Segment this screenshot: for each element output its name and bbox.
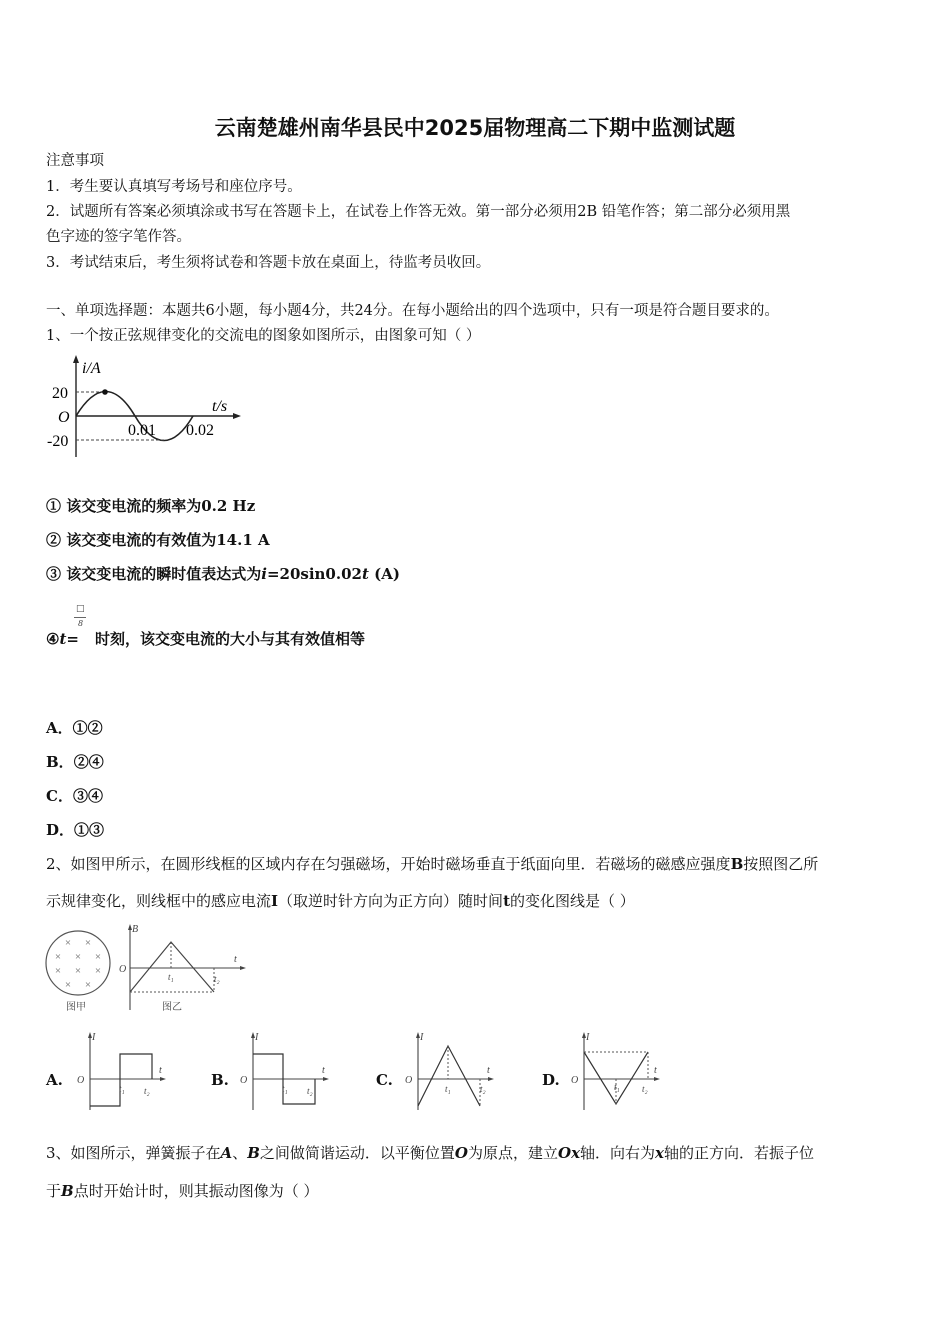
origin-label: O (240, 1075, 248, 1086)
text: ④ (46, 630, 60, 648)
tick-label: t₁ (282, 1084, 288, 1094)
axis-label: I (420, 1032, 424, 1043)
option-text: ①② (72, 719, 103, 737)
text: 示规律变化，则线框中的感应电流 (46, 892, 272, 910)
cross-icon: × (94, 965, 102, 977)
figure-yi (116, 920, 251, 1016)
text: 、 (232, 1144, 248, 1162)
text: =20sin0.02 (266, 565, 362, 583)
tick-label: 0.02 (186, 422, 214, 439)
q1-statement-1: ① 该交变电流的频率为0.2 Hz (46, 497, 256, 515)
q1-stem: 1、一个按正弦规律变化的交流电的图象如图所示，由图象可知（ ） (46, 328, 481, 344)
y-arrow-icon (73, 355, 79, 363)
text: (A) (368, 565, 400, 583)
arrow-icon (160, 1077, 166, 1081)
q2-option-c-letter[interactable]: C. (376, 1071, 393, 1089)
origin-label: O (571, 1075, 579, 1086)
option-text: ①③ (74, 821, 105, 839)
cross-icon: × (64, 937, 72, 949)
axis-label: t (322, 1065, 325, 1076)
notice-item: 3．考试结束后，考生须将试卷和答题卡放在桌面上，待监考员收回。 (46, 255, 491, 271)
q1-statement-4 (46, 628, 365, 649)
arrow-icon (323, 1077, 329, 1081)
coil-circle (46, 931, 110, 995)
axis-label: t (487, 1065, 490, 1076)
var-t: t (503, 892, 510, 910)
tick-label: 0.01 (128, 422, 156, 439)
text: 轴的正方向．若振子位 (663, 1144, 814, 1162)
fig-caption: 图乙 (162, 1002, 182, 1013)
text: 3、如图所示，弹簧振子在 (46, 1144, 221, 1162)
q2-stem-line2 (46, 890, 635, 911)
origin-label: O (77, 1075, 85, 1086)
option-letter: A． (46, 719, 73, 737)
q2-option-b-letter[interactable]: B. (211, 1071, 229, 1089)
field-crosses (55, 937, 101, 991)
x-arrow-icon (233, 413, 241, 419)
notice-item: 1．考生要认真填写考场号和座位序号。 (46, 179, 302, 195)
tick-label: -20 (47, 433, 69, 450)
axis-label: I (92, 1032, 96, 1043)
origin-label: O (119, 964, 127, 975)
q1-option-b[interactable] (46, 751, 104, 772)
q2-option-b-graph[interactable] (237, 1028, 337, 1114)
q2-option-c-graph[interactable] (402, 1028, 502, 1114)
q3-stem-line1 (46, 1142, 814, 1163)
tick-label: t₁ (445, 1084, 451, 1094)
text: 点时开始计时，则其振动图像为（ ） (73, 1182, 319, 1200)
text: 之间做简谐运动．以平衡位置 (259, 1144, 455, 1162)
q3-stem-line2 (46, 1180, 318, 1201)
figure-jia (44, 928, 127, 1016)
cross-icon: × (74, 965, 82, 977)
var-Ox: Ox (558, 1144, 581, 1162)
var-x: x (655, 1144, 664, 1162)
text: = (66, 630, 79, 648)
y-label: i/A (82, 360, 101, 377)
tick-label: t₂ (642, 1084, 648, 1094)
tick-label: 20 (52, 385, 68, 402)
option-text: ③④ (72, 787, 103, 805)
q1-statement-3 (46, 563, 400, 584)
axis-label: t (654, 1065, 657, 1076)
q1-option-a[interactable] (46, 717, 103, 738)
var-B: B (61, 1182, 74, 1200)
option-text: ②④ (73, 753, 104, 771)
frac-numerator: □ (76, 604, 85, 614)
fig-caption: 图甲 (66, 1002, 86, 1013)
option-letter: D． (46, 821, 75, 839)
text: 于 (46, 1182, 62, 1200)
text: 轴．向右为 (580, 1144, 656, 1162)
cross-icon: × (54, 965, 62, 977)
section-heading: 一、单项选择题：本题共6小题，每小题4分，共24分。在每小题给出的四个选项中，只有一项是符合题目要求的。 (46, 303, 779, 319)
q2-option-d-letter[interactable]: D. (542, 1071, 560, 1089)
q2-stem-line1 (46, 853, 818, 874)
peak-dot (102, 389, 108, 395)
var-A: A (220, 1144, 233, 1162)
var-B: B (730, 855, 744, 873)
notice-item: 色字迹的签字笔作答。 (46, 229, 191, 245)
text: 为原点，建立 (467, 1144, 558, 1162)
arrow-icon (654, 1077, 660, 1081)
q1-option-c[interactable] (46, 785, 103, 806)
var-t: t (59, 630, 67, 648)
var-I: I (271, 892, 279, 910)
text: 的变化图线是（ ） (510, 892, 635, 910)
arrow-icon (488, 1077, 494, 1081)
q2-option-a-graph[interactable] (74, 1028, 174, 1114)
notice-heading: 注意事项 (46, 153, 104, 169)
axis-label: I (255, 1032, 259, 1043)
cross-icon: × (94, 951, 102, 963)
axis-label: I (586, 1032, 590, 1043)
x-label: t/s (212, 398, 228, 415)
tick-label: t₂ (480, 1084, 486, 1094)
frac-bar (74, 617, 86, 618)
text: （取逆时针方向为正方向）随时间 (278, 892, 504, 910)
tick-label: t₁ (168, 972, 174, 982)
var-t: t (361, 565, 369, 583)
text: 时刻，该交变电流的大小与其有效值相等 (94, 630, 365, 648)
tick-label: t₁ (119, 1084, 125, 1094)
arrow-icon (240, 966, 246, 970)
var-O: O (454, 1144, 468, 1162)
frac-denominator: 8 (78, 619, 84, 628)
q2-option-a-letter[interactable]: A. (46, 1071, 63, 1089)
origin-label: O (405, 1075, 413, 1086)
origin-label: O (58, 409, 70, 426)
cross-icon: × (84, 937, 92, 949)
text: 2、如图甲所示，在圆形线框的区域内存在匀强磁场，开始时磁场垂直于纸面向里．若磁场的磁感应强度 (46, 855, 731, 873)
page-title: 云南楚雄州南华县民中2025届物理高二下期中监测试题 (214, 116, 736, 140)
tick-label: t₂ (307, 1086, 313, 1096)
q1-option-d[interactable] (46, 819, 104, 840)
cross-icon: × (64, 979, 72, 991)
current-graph (90, 1054, 152, 1106)
current-graph (418, 1046, 480, 1106)
q2-option-d-graph[interactable] (568, 1028, 668, 1114)
option-letter: C． (46, 787, 73, 805)
axis-label: B (132, 924, 139, 935)
cross-icon: × (54, 951, 62, 963)
text: ③ 该交变电流的瞬时值表达式为 (46, 565, 262, 583)
tick-label: t₂ (144, 1086, 150, 1096)
var-i: i (261, 565, 267, 583)
cross-icon: × (84, 979, 92, 991)
b-curve (130, 942, 214, 992)
tick-label: t₂ (214, 974, 220, 984)
notice-item: 2．试题所有答案必须填涂或书写在答题卡上，在试卷上作答无效。第一部分必须用2B 铅笔作答；第二部分必须用黑 (46, 204, 791, 220)
q1-statement-2: ② 该交变电流的有效值为14.1 A (46, 531, 270, 549)
axis-label: t (234, 954, 237, 965)
axis-label: t (159, 1065, 162, 1076)
option-letter: B． (46, 753, 74, 771)
tick-label: t₁ (614, 1082, 620, 1092)
q1-sine-graph (44, 352, 244, 467)
cross-icon: × (74, 951, 82, 963)
text: 按照图乙所 (743, 855, 819, 873)
var-B: B (247, 1144, 260, 1162)
